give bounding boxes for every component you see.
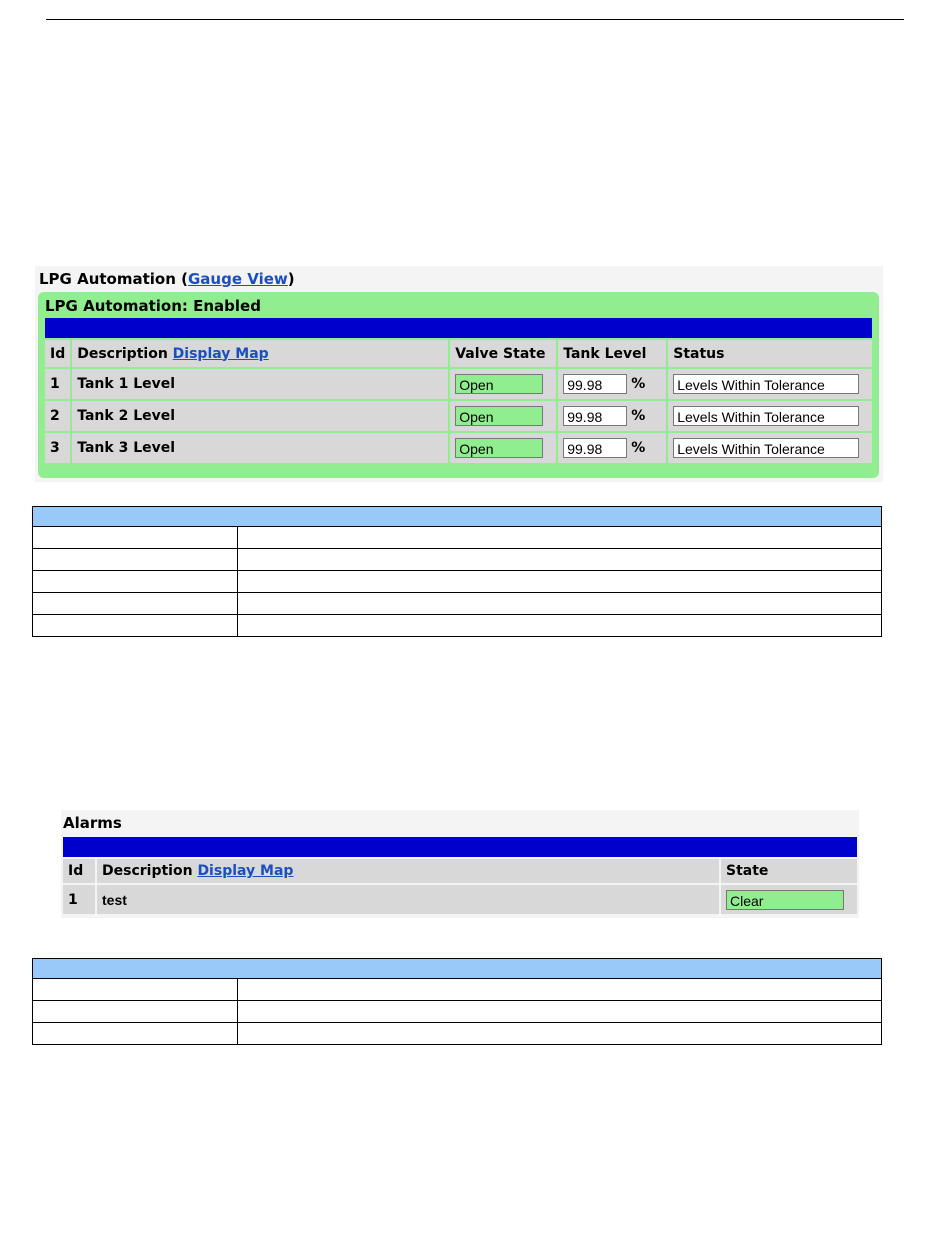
- blank-row: [33, 571, 882, 593]
- blank-cell: [33, 979, 238, 1001]
- lpg-enabled-box: [38, 292, 879, 478]
- blank-cell: [33, 1001, 238, 1023]
- lpg-table-header: [45, 340, 872, 367]
- row-description: test: [97, 885, 719, 914]
- blank-row: [33, 1023, 882, 1045]
- alarms-table: [61, 857, 859, 916]
- percent-unit: %: [631, 440, 646, 456]
- tank-level-cell: [558, 433, 666, 463]
- row-description: Tank 2 Level: [72, 401, 448, 431]
- row-id: 2: [45, 401, 70, 431]
- blank-cell: [238, 1001, 882, 1023]
- page-top-rule: [46, 19, 904, 20]
- blank-cell: [238, 527, 882, 549]
- status-field[interactable]: Levels Within Tolerance: [673, 438, 859, 458]
- col-id: Id: [45, 340, 70, 367]
- blank-cell: [238, 593, 882, 615]
- band-cell: [33, 959, 882, 979]
- blank-row: [33, 549, 882, 571]
- col-status: Status: [668, 340, 872, 367]
- blank-cell: [33, 615, 238, 637]
- col-description: [97, 859, 719, 883]
- blank-table-2: [32, 958, 882, 1045]
- alarms-header-bar: [63, 837, 857, 857]
- col-id: Id: [63, 859, 95, 883]
- table-row: [45, 401, 872, 431]
- status-cell: [668, 433, 872, 463]
- blank-cell: [33, 571, 238, 593]
- tank-level-field[interactable]: 99.98: [563, 406, 627, 426]
- percent-unit: %: [631, 376, 646, 392]
- blank-row: [33, 593, 882, 615]
- row-id: 1: [63, 885, 95, 914]
- lpg-title: LPG Automation: [39, 270, 176, 288]
- valve-state-cell: [450, 401, 556, 431]
- gauge-view-link[interactable]: Gauge View: [187, 270, 288, 288]
- display-map-link[interactable]: Display Map: [197, 863, 294, 879]
- status-field[interactable]: Levels Within Tolerance: [673, 374, 859, 394]
- blank-cell: [33, 1023, 238, 1045]
- lpg-status-title: LPG Automation: Enabled: [45, 297, 261, 315]
- tank-level-cell: [558, 369, 666, 399]
- blank-table-header-band: [33, 507, 882, 527]
- blank-table-header-band: [33, 959, 882, 979]
- blank-table-1: [32, 506, 882, 637]
- valve-state-field[interactable]: Open: [455, 406, 543, 426]
- blank-row: [33, 979, 882, 1001]
- col-state: State: [721, 859, 857, 883]
- blank-cell: [33, 593, 238, 615]
- status-cell: [668, 369, 872, 399]
- tank-level-cell: [558, 401, 666, 431]
- col-description-label: Description: [77, 345, 168, 362]
- row-description: Tank 1 Level: [72, 369, 448, 399]
- row-id: 3: [45, 433, 70, 463]
- valve-state-field[interactable]: Open: [455, 374, 543, 394]
- valve-state-cell: [450, 369, 556, 399]
- col-tank-level: Tank Level: [558, 340, 666, 367]
- tank-level-field[interactable]: 99.98: [563, 374, 627, 394]
- alarms-panel: [61, 810, 859, 918]
- alarms-table-header: [63, 859, 857, 883]
- col-valve-state: Valve State: [450, 340, 556, 367]
- row-id: 1: [45, 369, 70, 399]
- lpg-header-bar: [45, 318, 872, 338]
- blank-cell: [238, 571, 882, 593]
- valve-state-field[interactable]: Open: [455, 438, 543, 458]
- blank-cell: [238, 979, 882, 1001]
- lpg-automation-panel: [35, 266, 883, 482]
- display-map-link[interactable]: Display Map: [172, 345, 269, 362]
- col-description: [72, 340, 448, 367]
- state-cell: [721, 885, 857, 914]
- alarms-title: Alarms: [63, 814, 122, 832]
- blank-row: [33, 1001, 882, 1023]
- blank-cell: [33, 549, 238, 571]
- blank-cell: [238, 1023, 882, 1045]
- lpg-heading: LPG Automation (Gauge View): [39, 270, 295, 288]
- lpg-table: [43, 338, 874, 465]
- col-description-label: Description: [102, 863, 193, 879]
- blank-row: [33, 615, 882, 637]
- table-row: [45, 433, 872, 463]
- status-cell: [668, 401, 872, 431]
- blank-row: [33, 527, 882, 549]
- blank-cell: [238, 549, 882, 571]
- table-row: [45, 369, 872, 399]
- status-field[interactable]: Levels Within Tolerance: [673, 406, 859, 426]
- alarm-state-field[interactable]: Clear: [726, 890, 844, 910]
- table-row: [63, 885, 857, 914]
- blank-cell: [33, 527, 238, 549]
- valve-state-cell: [450, 433, 556, 463]
- blank-cell: [238, 615, 882, 637]
- tank-level-field[interactable]: 99.98: [563, 438, 627, 458]
- band-cell: [33, 507, 882, 527]
- percent-unit: %: [631, 408, 646, 424]
- row-description: Tank 3 Level: [72, 433, 448, 463]
